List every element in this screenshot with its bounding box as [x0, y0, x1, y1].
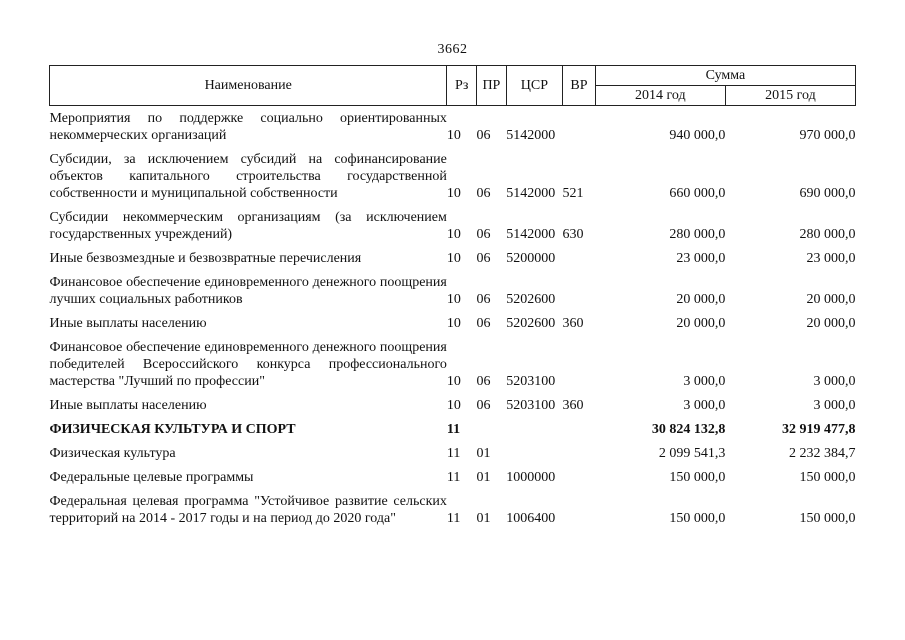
row-sum-2014: 3 000,0	[683, 398, 726, 413]
row-rz: 10	[446, 374, 461, 389]
row-pr: 06	[476, 251, 491, 266]
row-vr	[563, 106, 596, 152]
row-sum-2015: 150 000,0	[799, 511, 856, 526]
header-csr: ЦСР	[506, 66, 562, 106]
row-pr: 06	[476, 374, 491, 389]
row-sum-2015: 2 232 384,7	[789, 446, 856, 461]
table-body	[50, 106, 856, 535]
row-name: Иные выплаты населению	[49, 398, 207, 413]
row-name: Иные безвозмездные и безвозвратные перечисления	[49, 251, 362, 266]
row-sum-2015: 3 000,0	[813, 374, 856, 389]
row-csr: 5202600	[506, 292, 556, 307]
row-sum-2015: 20 000,0	[806, 292, 856, 307]
row-sum-2015: 32 919 477,8	[782, 422, 856, 437]
row-sum-2014: 150 000,0	[669, 470, 726, 485]
row-sum-2015: 970 000,0	[799, 128, 856, 143]
table-row	[50, 151, 856, 209]
row-vr	[563, 339, 596, 397]
row-sum-2014: 940 000,0	[669, 128, 726, 143]
table-row	[50, 445, 856, 469]
row-rz: 11	[446, 511, 461, 526]
row-sum-2015: 150 000,0	[799, 470, 856, 485]
row-rz: 10	[446, 227, 461, 242]
row-rz: 10	[446, 251, 461, 266]
row-pr: 06	[476, 128, 491, 143]
row-vr: 521	[562, 186, 584, 201]
header-year-2015: 2015 год	[725, 86, 855, 106]
header-name: Наименование	[50, 66, 447, 106]
header-year-2014: 2014 год	[595, 86, 725, 106]
row-sum-2014: 23 000,0	[676, 251, 726, 266]
row-rz: 11	[446, 470, 461, 485]
row-name: ФИЗИЧЕСКАЯ КУЛЬТУРА И СПОРТ	[49, 422, 296, 437]
row-sum-2014: 150 000,0	[669, 511, 726, 526]
row-vr	[563, 250, 596, 274]
row-sum-2015: 20 000,0	[806, 316, 856, 331]
table-header	[50, 66, 856, 106]
row-csr: 5142000	[506, 227, 556, 242]
table-row	[50, 493, 856, 534]
row-csr: 5202600	[506, 316, 556, 331]
row-sum-2014: 280 000,0	[669, 227, 726, 242]
page-number: 3662	[437, 42, 468, 57]
header-rz: Рз	[447, 66, 477, 106]
table-row	[50, 315, 856, 339]
row-name: Иные выплаты населению	[49, 316, 207, 331]
table-row	[50, 469, 856, 493]
row-rz: 10	[446, 292, 461, 307]
row-sum-2015: 690 000,0	[799, 186, 856, 201]
row-csr: 5203100	[506, 398, 556, 413]
table-row	[50, 339, 856, 397]
row-pr: 01	[476, 446, 491, 461]
row-pr: 06	[476, 316, 491, 331]
row-csr: 5142000	[506, 186, 556, 201]
row-vr	[563, 469, 596, 493]
row-pr	[477, 421, 507, 445]
row-csr	[506, 421, 562, 445]
row-pr: 01	[476, 511, 491, 526]
row-csr	[506, 445, 562, 469]
table-row	[50, 397, 856, 421]
row-csr: 5203100	[506, 374, 556, 389]
row-sum-2014: 30 824 132,8	[651, 422, 726, 437]
table-row	[50, 250, 856, 274]
row-sum-2015: 280 000,0	[799, 227, 856, 242]
row-sum-2014: 660 000,0	[669, 186, 726, 201]
row-vr	[563, 493, 596, 534]
row-rz: 11	[446, 422, 461, 437]
row-name: Субсидии некоммерческим организациям (за исключением государственных учреждений)	[49, 210, 447, 242]
row-name: Мероприятия по поддержке социально ориентированных некоммерческих организаций	[49, 111, 447, 143]
row-csr: 1006400	[506, 511, 556, 526]
table-row	[50, 274, 856, 315]
row-rz: 11	[446, 446, 461, 461]
row-vr: 360	[562, 316, 584, 331]
row-rz: 10	[446, 316, 461, 331]
row-csr: 5200000	[506, 251, 556, 266]
row-vr: 630	[562, 227, 584, 242]
row-csr: 1000000	[506, 470, 556, 485]
row-csr: 5142000	[506, 128, 556, 143]
row-pr: 01	[476, 470, 491, 485]
table-row	[50, 106, 856, 152]
row-name: Федеральная целевая программа "Устойчивое развитие сельских территорий на 2014 - 2017 годы и на период до 2020 года"	[49, 494, 447, 526]
table-row	[50, 421, 856, 445]
row-pr: 06	[476, 186, 491, 201]
row-sum-2014: 20 000,0	[676, 292, 726, 307]
row-name: Финансовое обеспечение единовременного денежного поощрения лучших социальных работников	[49, 275, 447, 307]
row-name: Субсидии, за исключением субсидий на софинансирование объектов капитального строительства государственной собственности и муниципальной собственности	[49, 152, 447, 201]
row-name: Федеральные целевые программы	[49, 470, 254, 485]
row-name: Физическая культура	[49, 446, 176, 461]
row-rz: 10	[446, 398, 461, 413]
header-sum: Сумма	[595, 66, 855, 86]
table-row	[50, 209, 856, 250]
row-sum-2014: 2 099 541,3	[658, 446, 726, 461]
row-rz: 10	[446, 128, 461, 143]
row-vr	[563, 274, 596, 315]
budget-table	[49, 65, 856, 534]
row-sum-2014: 20 000,0	[676, 316, 726, 331]
row-sum-2014: 3 000,0	[683, 374, 726, 389]
row-pr: 06	[476, 227, 491, 242]
row-vr	[563, 445, 596, 469]
header-pr: ПР	[477, 66, 507, 106]
row-sum-2015: 3 000,0	[813, 398, 856, 413]
row-vr: 360	[562, 398, 584, 413]
row-name: Финансовое обеспечение единовременного денежного поощрения победителей Всероссийского конкурса профессионального мастерства "Лучший по профессии"	[49, 340, 447, 389]
header-vr: ВР	[563, 66, 596, 106]
row-pr: 06	[476, 292, 491, 307]
row-vr	[563, 421, 596, 445]
row-sum-2015: 23 000,0	[806, 251, 856, 266]
row-pr: 06	[476, 398, 491, 413]
row-rz: 10	[446, 186, 461, 201]
